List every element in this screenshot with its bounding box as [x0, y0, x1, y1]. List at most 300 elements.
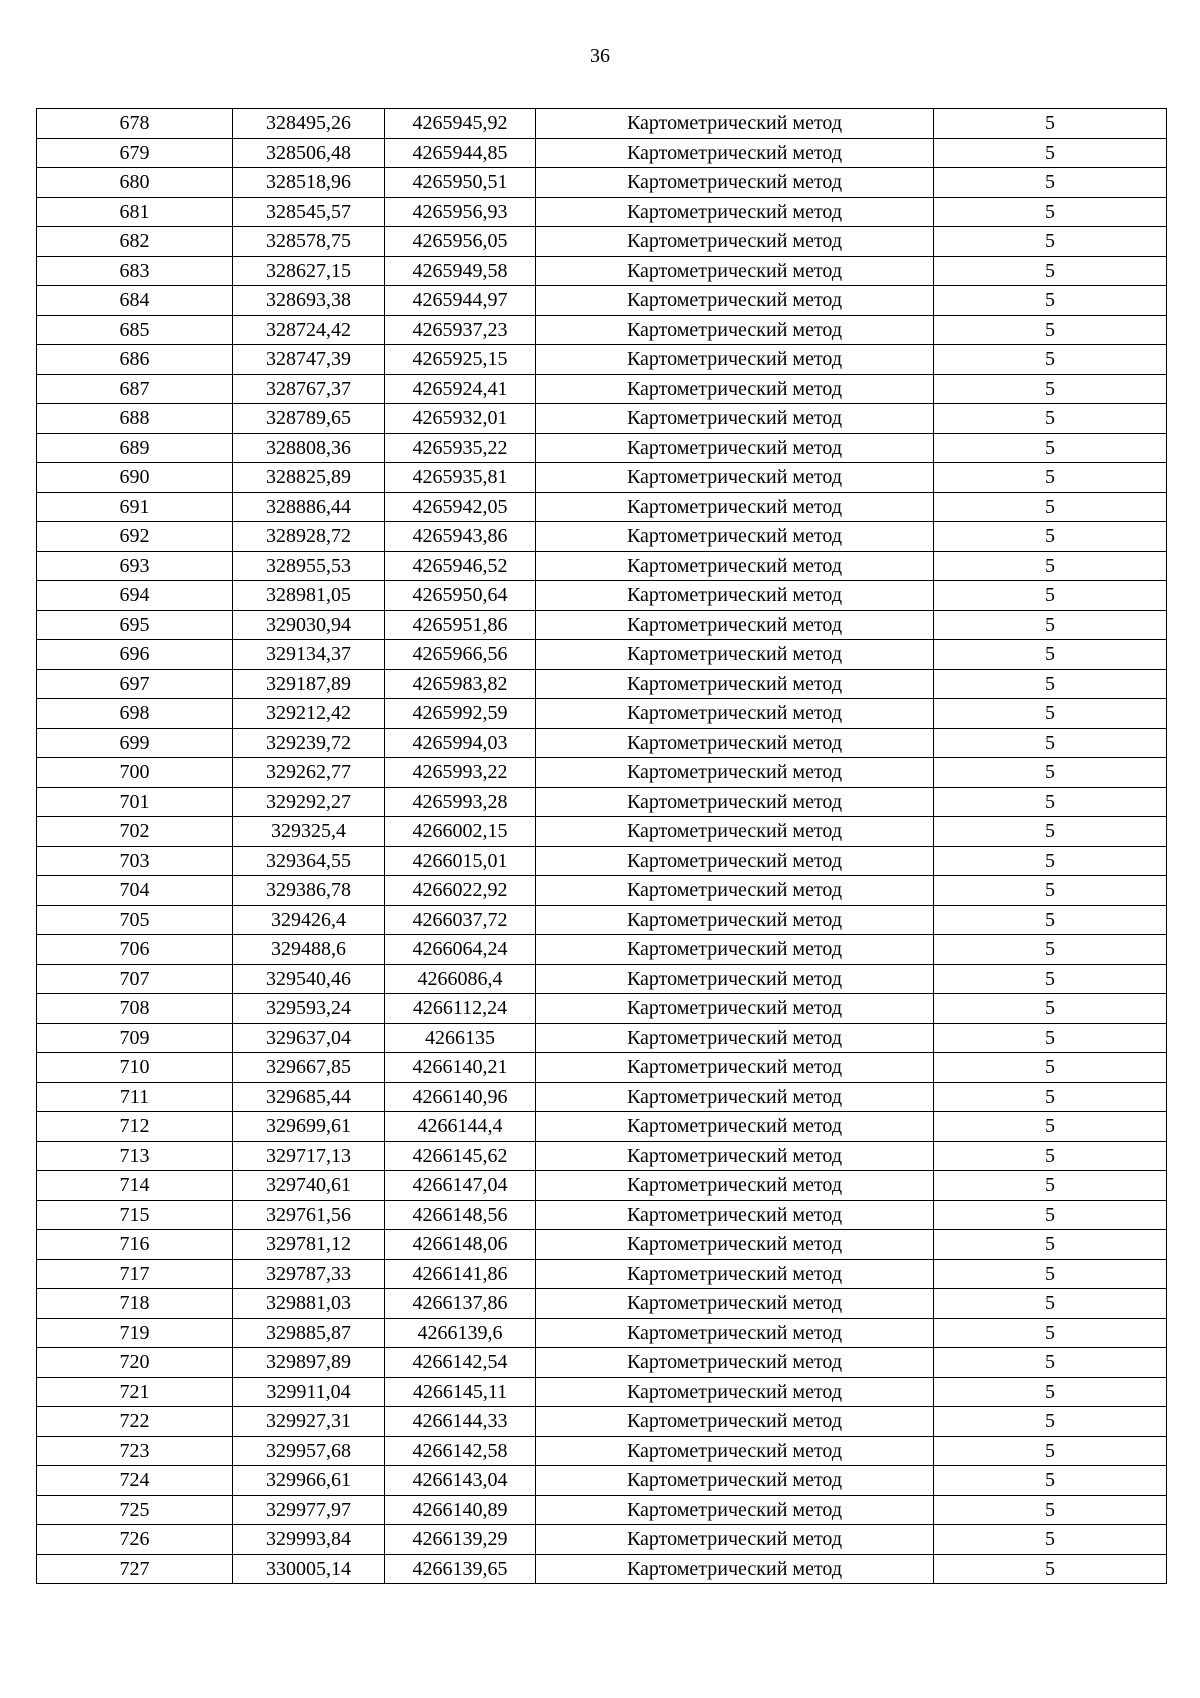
error-cell: 5: [934, 522, 1167, 552]
method-cell: Картометрический метод: [536, 522, 934, 552]
error-cell: 5: [934, 935, 1167, 965]
error-cell: 5: [934, 1112, 1167, 1142]
point-number-cell: 689: [37, 433, 233, 463]
error-cell: 5: [934, 817, 1167, 847]
y-coordinate-cell: 4265993,22: [385, 758, 536, 788]
table-row: [37, 1289, 1167, 1319]
method-cell: Картометрический метод: [536, 669, 934, 699]
x-coordinate-cell: 329637,04: [233, 1023, 385, 1053]
table-row: [37, 551, 1167, 581]
point-number-cell: 683: [37, 256, 233, 286]
point-number-cell: 692: [37, 522, 233, 552]
y-coordinate-cell: 4265935,22: [385, 433, 536, 463]
method-cell: Картометрический метод: [536, 640, 934, 670]
y-coordinate-cell: 4265950,64: [385, 581, 536, 611]
x-coordinate-cell: 329966,61: [233, 1466, 385, 1496]
point-number-cell: 720: [37, 1348, 233, 1378]
method-cell: Картометрический метод: [536, 286, 934, 316]
method-cell: Картометрический метод: [536, 1436, 934, 1466]
error-cell: 5: [934, 286, 1167, 316]
point-number-cell: 678: [37, 109, 233, 139]
point-number-cell: 727: [37, 1554, 233, 1584]
x-coordinate-cell: 328928,72: [233, 522, 385, 552]
point-number-cell: 699: [37, 728, 233, 758]
y-coordinate-cell: 4265943,86: [385, 522, 536, 552]
error-cell: 5: [934, 994, 1167, 1024]
method-cell: Картометрический метод: [536, 905, 934, 935]
table-row: [37, 433, 1167, 463]
point-number-cell: 696: [37, 640, 233, 670]
point-number-cell: 714: [37, 1171, 233, 1201]
table-row: [37, 1554, 1167, 1584]
x-coordinate-cell: 329426,4: [233, 905, 385, 935]
table-row: [37, 286, 1167, 316]
method-cell: Картометрический метод: [536, 758, 934, 788]
error-cell: 5: [934, 197, 1167, 227]
error-cell: 5: [934, 1141, 1167, 1171]
method-cell: Картометрический метод: [536, 1112, 934, 1142]
error-cell: 5: [934, 1023, 1167, 1053]
table-row: [37, 640, 1167, 670]
table-row: [37, 728, 1167, 758]
y-coordinate-cell: 4265983,82: [385, 669, 536, 699]
y-coordinate-cell: 4265949,58: [385, 256, 536, 286]
error-cell: 5: [934, 699, 1167, 729]
table-row: [37, 876, 1167, 906]
error-cell: 5: [934, 876, 1167, 906]
error-cell: 5: [934, 1318, 1167, 1348]
y-coordinate-cell: 4265966,56: [385, 640, 536, 670]
y-coordinate-cell: 4266140,21: [385, 1053, 536, 1083]
y-coordinate-cell: 4265951,86: [385, 610, 536, 640]
point-number-cell: 698: [37, 699, 233, 729]
point-number-cell: 715: [37, 1200, 233, 1230]
y-coordinate-cell: 4266022,92: [385, 876, 536, 906]
point-number-cell: 712: [37, 1112, 233, 1142]
method-cell: Картометрический метод: [536, 1141, 934, 1171]
x-coordinate-cell: 329364,55: [233, 846, 385, 876]
point-number-cell: 684: [37, 286, 233, 316]
table-row: [37, 699, 1167, 729]
error-cell: 5: [934, 109, 1167, 139]
table-row: [37, 1023, 1167, 1053]
y-coordinate-cell: 4266147,04: [385, 1171, 536, 1201]
point-number-cell: 697: [37, 669, 233, 699]
y-coordinate-cell: 4265935,81: [385, 463, 536, 493]
method-cell: Картометрический метод: [536, 1023, 934, 1053]
x-coordinate-cell: 329897,89: [233, 1348, 385, 1378]
table-row: [37, 787, 1167, 817]
y-coordinate-cell: 4265942,05: [385, 492, 536, 522]
point-number-cell: 693: [37, 551, 233, 581]
table-row: [37, 109, 1167, 139]
table-row: [37, 256, 1167, 286]
error-cell: 5: [934, 492, 1167, 522]
method-cell: Картометрический метод: [536, 1554, 934, 1584]
method-cell: Картометрический метод: [536, 1259, 934, 1289]
error-cell: 5: [934, 728, 1167, 758]
y-coordinate-cell: 4266112,24: [385, 994, 536, 1024]
y-coordinate-cell: 4265932,01: [385, 404, 536, 434]
y-coordinate-cell: 4266148,06: [385, 1230, 536, 1260]
table-row: [37, 758, 1167, 788]
x-coordinate-cell: 329030,94: [233, 610, 385, 640]
error-cell: 5: [934, 1053, 1167, 1083]
x-coordinate-cell: 328545,57: [233, 197, 385, 227]
table-row: [37, 315, 1167, 345]
method-cell: Картометрический метод: [536, 1495, 934, 1525]
table-row: [37, 610, 1167, 640]
method-cell: Картометрический метод: [536, 1466, 934, 1496]
error-cell: 5: [934, 846, 1167, 876]
x-coordinate-cell: 329593,24: [233, 994, 385, 1024]
y-coordinate-cell: 4266144,33: [385, 1407, 536, 1437]
point-number-cell: 682: [37, 227, 233, 257]
page-number: 36: [590, 45, 610, 67]
method-cell: Картометрический метод: [536, 1407, 934, 1437]
method-cell: Картометрический метод: [536, 817, 934, 847]
method-cell: Картометрический метод: [536, 1318, 934, 1348]
point-number-cell: 681: [37, 197, 233, 227]
table-row: [37, 492, 1167, 522]
table-row: [37, 1230, 1167, 1260]
point-number-cell: 691: [37, 492, 233, 522]
x-coordinate-cell: 330005,14: [233, 1554, 385, 1584]
method-cell: Картометрический метод: [536, 138, 934, 168]
y-coordinate-cell: 4266145,11: [385, 1377, 536, 1407]
error-cell: 5: [934, 1436, 1167, 1466]
y-coordinate-cell: 4265993,28: [385, 787, 536, 817]
y-coordinate-cell: 4266064,24: [385, 935, 536, 965]
error-cell: 5: [934, 1495, 1167, 1525]
error-cell: 5: [934, 1200, 1167, 1230]
y-coordinate-cell: 4265945,92: [385, 109, 536, 139]
method-cell: Картометрический метод: [536, 227, 934, 257]
point-number-cell: 713: [37, 1141, 233, 1171]
error-cell: 5: [934, 168, 1167, 198]
table-row: [37, 994, 1167, 1024]
error-cell: 5: [934, 610, 1167, 640]
method-cell: Картометрический метод: [536, 315, 934, 345]
point-number-cell: 685: [37, 315, 233, 345]
method-cell: Картометрический метод: [536, 728, 934, 758]
point-number-cell: 708: [37, 994, 233, 1024]
point-number-cell: 717: [37, 1259, 233, 1289]
method-cell: Картометрический метод: [536, 492, 934, 522]
error-cell: 5: [934, 1230, 1167, 1260]
y-coordinate-cell: 4266002,15: [385, 817, 536, 847]
point-number-cell: 711: [37, 1082, 233, 1112]
x-coordinate-cell: 328955,53: [233, 551, 385, 581]
x-coordinate-cell: 329977,97: [233, 1495, 385, 1525]
error-cell: 5: [934, 1466, 1167, 1496]
point-number-cell: 680: [37, 168, 233, 198]
y-coordinate-cell: 4266148,56: [385, 1200, 536, 1230]
table-row: [37, 227, 1167, 257]
y-coordinate-cell: 4265944,85: [385, 138, 536, 168]
x-coordinate-cell: 329212,42: [233, 699, 385, 729]
y-coordinate-cell: 4265937,23: [385, 315, 536, 345]
error-cell: 5: [934, 404, 1167, 434]
y-coordinate-cell: 4266140,96: [385, 1082, 536, 1112]
y-coordinate-cell: 4266137,86: [385, 1289, 536, 1319]
x-coordinate-cell: 328981,05: [233, 581, 385, 611]
table-row: [37, 1348, 1167, 1378]
point-number-cell: 687: [37, 374, 233, 404]
table-row: [37, 1495, 1167, 1525]
table-row: [37, 1377, 1167, 1407]
x-coordinate-cell: 328578,75: [233, 227, 385, 257]
y-coordinate-cell: 4266015,01: [385, 846, 536, 876]
error-cell: 5: [934, 138, 1167, 168]
x-coordinate-cell: 329540,46: [233, 964, 385, 994]
x-coordinate-cell: 329787,33: [233, 1259, 385, 1289]
method-cell: Картометрический метод: [536, 699, 934, 729]
x-coordinate-cell: 329386,78: [233, 876, 385, 906]
y-coordinate-cell: 4265956,05: [385, 227, 536, 257]
x-coordinate-cell: 329957,68: [233, 1436, 385, 1466]
table-row: [37, 1053, 1167, 1083]
method-cell: Картометрический метод: [536, 1289, 934, 1319]
table-row: [37, 1525, 1167, 1555]
point-number-cell: 725: [37, 1495, 233, 1525]
y-coordinate-cell: 4265950,51: [385, 168, 536, 198]
table-row: [37, 463, 1167, 493]
x-coordinate-cell: 328886,44: [233, 492, 385, 522]
point-number-cell: 702: [37, 817, 233, 847]
error-cell: 5: [934, 463, 1167, 493]
error-cell: 5: [934, 1289, 1167, 1319]
error-cell: 5: [934, 964, 1167, 994]
point-number-cell: 719: [37, 1318, 233, 1348]
table-row: [37, 1171, 1167, 1201]
method-cell: Картометрический метод: [536, 433, 934, 463]
point-number-cell: 703: [37, 846, 233, 876]
x-coordinate-cell: 328789,65: [233, 404, 385, 434]
method-cell: Картометрический метод: [536, 994, 934, 1024]
y-coordinate-cell: 4266037,72: [385, 905, 536, 935]
y-coordinate-cell: 4266139,6: [385, 1318, 536, 1348]
x-coordinate-cell: 328518,96: [233, 168, 385, 198]
method-cell: Картометрический метод: [536, 581, 934, 611]
method-cell: Картометрический метод: [536, 610, 934, 640]
x-coordinate-cell: 329685,44: [233, 1082, 385, 1112]
point-number-cell: 690: [37, 463, 233, 493]
table-row: [37, 1436, 1167, 1466]
x-coordinate-cell: 329262,77: [233, 758, 385, 788]
method-cell: Картометрический метод: [536, 109, 934, 139]
method-cell: Картометрический метод: [536, 404, 934, 434]
method-cell: Картометрический метод: [536, 551, 934, 581]
table-row: [37, 964, 1167, 994]
y-coordinate-cell: 4266144,4: [385, 1112, 536, 1142]
y-coordinate-cell: 4266139,29: [385, 1525, 536, 1555]
point-number-cell: 721: [37, 1377, 233, 1407]
point-number-cell: 724: [37, 1466, 233, 1496]
table-row: [37, 581, 1167, 611]
error-cell: 5: [934, 1554, 1167, 1584]
table-row: [37, 1082, 1167, 1112]
x-coordinate-cell: 329761,56: [233, 1200, 385, 1230]
x-coordinate-cell: 329667,85: [233, 1053, 385, 1083]
x-coordinate-cell: 329187,89: [233, 669, 385, 699]
y-coordinate-cell: 4265944,97: [385, 286, 536, 316]
error-cell: 5: [934, 551, 1167, 581]
error-cell: 5: [934, 433, 1167, 463]
method-cell: Картометрический метод: [536, 1053, 934, 1083]
point-number-cell: 710: [37, 1053, 233, 1083]
x-coordinate-cell: 328627,15: [233, 256, 385, 286]
y-coordinate-cell: 4266145,62: [385, 1141, 536, 1171]
point-number-cell: 679: [37, 138, 233, 168]
x-coordinate-cell: 328693,38: [233, 286, 385, 316]
error-cell: 5: [934, 345, 1167, 375]
error-cell: 5: [934, 640, 1167, 670]
point-number-cell: 706: [37, 935, 233, 965]
point-number-cell: 700: [37, 758, 233, 788]
x-coordinate-cell: 329781,12: [233, 1230, 385, 1260]
x-coordinate-cell: 329325,4: [233, 817, 385, 847]
y-coordinate-cell: 4266141,86: [385, 1259, 536, 1289]
x-coordinate-cell: 329885,87: [233, 1318, 385, 1348]
x-coordinate-cell: 329488,6: [233, 935, 385, 965]
y-coordinate-cell: 4265994,03: [385, 728, 536, 758]
method-cell: Картометрический метод: [536, 964, 934, 994]
y-coordinate-cell: 4266086,4: [385, 964, 536, 994]
method-cell: Картометрический метод: [536, 463, 934, 493]
method-cell: Картометрический метод: [536, 1348, 934, 1378]
table-row: [37, 905, 1167, 935]
table-row: [37, 404, 1167, 434]
point-number-cell: 695: [37, 610, 233, 640]
x-coordinate-cell: 329881,03: [233, 1289, 385, 1319]
table-row: [37, 345, 1167, 375]
point-number-cell: 723: [37, 1436, 233, 1466]
table-row: [37, 935, 1167, 965]
method-cell: Картометрический метод: [536, 374, 934, 404]
error-cell: 5: [934, 256, 1167, 286]
point-number-cell: 686: [37, 345, 233, 375]
y-coordinate-cell: 4266143,04: [385, 1466, 536, 1496]
coordinates-table: [36, 108, 1167, 1584]
table-row: [37, 522, 1167, 552]
x-coordinate-cell: 329911,04: [233, 1377, 385, 1407]
error-cell: 5: [934, 905, 1167, 935]
point-number-cell: 688: [37, 404, 233, 434]
method-cell: Картометрический метод: [536, 846, 934, 876]
x-coordinate-cell: 329239,72: [233, 728, 385, 758]
table-row: [37, 1141, 1167, 1171]
point-number-cell: 705: [37, 905, 233, 935]
point-number-cell: 704: [37, 876, 233, 906]
method-cell: Картометрический метод: [536, 1377, 934, 1407]
point-number-cell: 718: [37, 1289, 233, 1319]
table-row: [37, 197, 1167, 227]
y-coordinate-cell: 4265946,52: [385, 551, 536, 581]
y-coordinate-cell: 4266135: [385, 1023, 536, 1053]
x-coordinate-cell: 328747,39: [233, 345, 385, 375]
table-row: [37, 1259, 1167, 1289]
y-coordinate-cell: 4265925,15: [385, 345, 536, 375]
method-cell: Картометрический метод: [536, 197, 934, 227]
point-number-cell: 701: [37, 787, 233, 817]
table-row: [37, 138, 1167, 168]
method-cell: Картометрический метод: [536, 935, 934, 965]
y-coordinate-cell: 4265924,41: [385, 374, 536, 404]
x-coordinate-cell: 329699,61: [233, 1112, 385, 1142]
table-row: [37, 1318, 1167, 1348]
method-cell: Картометрический метод: [536, 1230, 934, 1260]
x-coordinate-cell: 328495,26: [233, 109, 385, 139]
error-cell: 5: [934, 758, 1167, 788]
point-number-cell: 726: [37, 1525, 233, 1555]
table-row: [37, 1200, 1167, 1230]
point-number-cell: 707: [37, 964, 233, 994]
error-cell: 5: [934, 1377, 1167, 1407]
error-cell: 5: [934, 1348, 1167, 1378]
table-row: [37, 1112, 1167, 1142]
x-coordinate-cell: 329134,37: [233, 640, 385, 670]
y-coordinate-cell: 4266142,54: [385, 1348, 536, 1378]
error-cell: 5: [934, 1171, 1167, 1201]
method-cell: Картометрический метод: [536, 1082, 934, 1112]
x-coordinate-cell: 328825,89: [233, 463, 385, 493]
y-coordinate-cell: 4265992,59: [385, 699, 536, 729]
error-cell: 5: [934, 315, 1167, 345]
table-row: [37, 817, 1167, 847]
point-number-cell: 694: [37, 581, 233, 611]
x-coordinate-cell: 328808,36: [233, 433, 385, 463]
point-number-cell: 709: [37, 1023, 233, 1053]
y-coordinate-cell: 4265956,93: [385, 197, 536, 227]
x-coordinate-cell: 329993,84: [233, 1525, 385, 1555]
error-cell: 5: [934, 374, 1167, 404]
point-number-cell: 722: [37, 1407, 233, 1437]
table-row: [37, 1407, 1167, 1437]
y-coordinate-cell: 4266139,65: [385, 1554, 536, 1584]
point-number-cell: 716: [37, 1230, 233, 1260]
error-cell: 5: [934, 787, 1167, 817]
method-cell: Картометрический метод: [536, 168, 934, 198]
method-cell: Картометрический метод: [536, 1200, 934, 1230]
error-cell: 5: [934, 669, 1167, 699]
x-coordinate-cell: 328724,42: [233, 315, 385, 345]
method-cell: Картометрический метод: [536, 256, 934, 286]
table-row: [37, 374, 1167, 404]
x-coordinate-cell: 328506,48: [233, 138, 385, 168]
error-cell: 5: [934, 1259, 1167, 1289]
table-row: [37, 846, 1167, 876]
error-cell: 5: [934, 1082, 1167, 1112]
table-row: [37, 669, 1167, 699]
x-coordinate-cell: 329292,27: [233, 787, 385, 817]
method-cell: Картометрический метод: [536, 876, 934, 906]
x-coordinate-cell: 329717,13: [233, 1141, 385, 1171]
x-coordinate-cell: 329927,31: [233, 1407, 385, 1437]
method-cell: Картометрический метод: [536, 1525, 934, 1555]
table-row: [37, 1466, 1167, 1496]
error-cell: 5: [934, 581, 1167, 611]
error-cell: 5: [934, 227, 1167, 257]
table-row: [37, 168, 1167, 198]
method-cell: Картометрический метод: [536, 1171, 934, 1201]
coordinates-table-body: [37, 109, 1167, 1584]
x-coordinate-cell: 329740,61: [233, 1171, 385, 1201]
y-coordinate-cell: 4266142,58: [385, 1436, 536, 1466]
error-cell: 5: [934, 1525, 1167, 1555]
y-coordinate-cell: 4266140,89: [385, 1495, 536, 1525]
x-coordinate-cell: 328767,37: [233, 374, 385, 404]
